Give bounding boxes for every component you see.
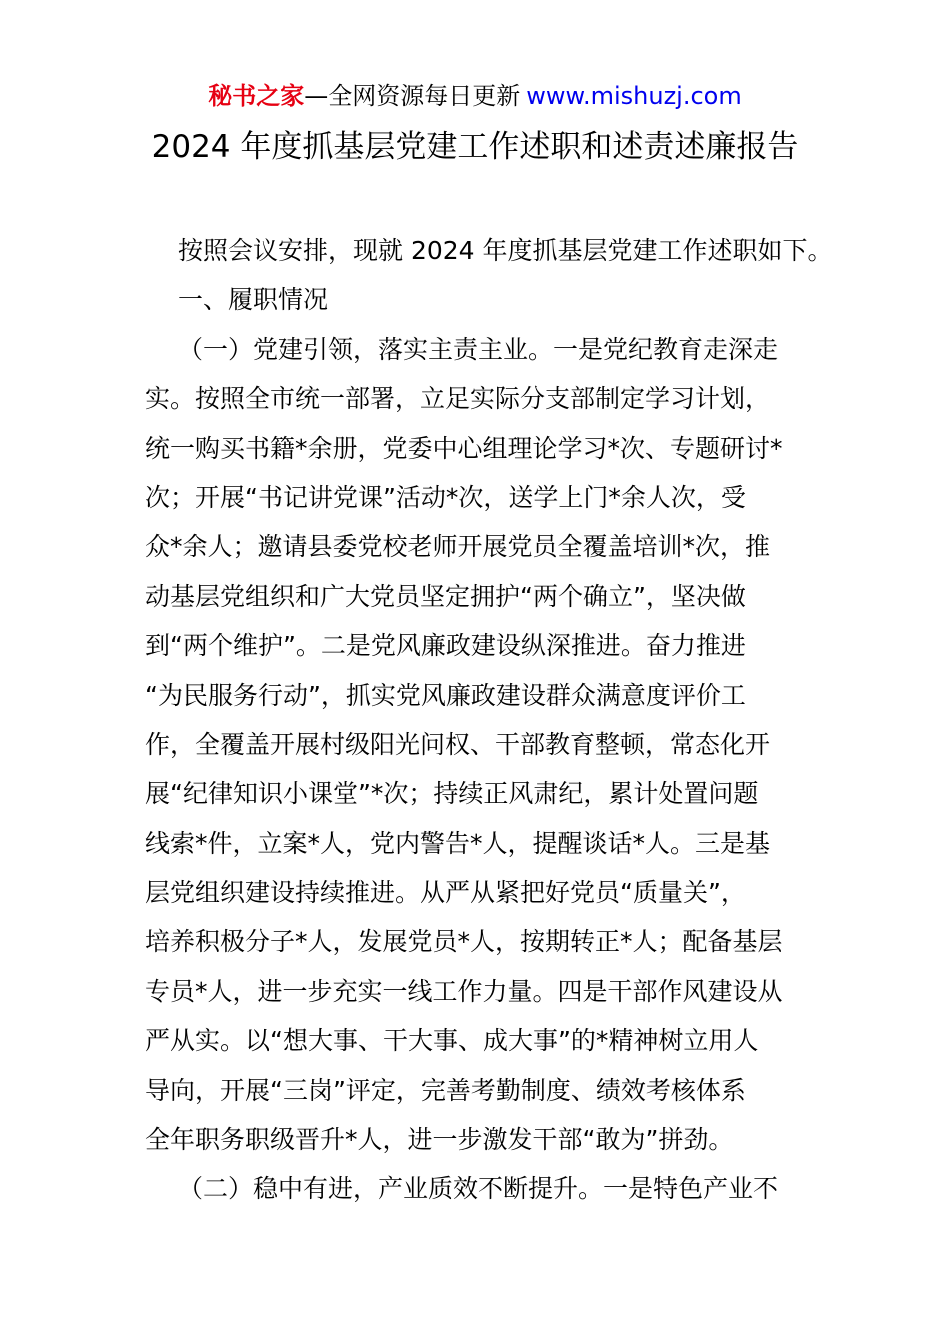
site-header bbox=[0, 78, 950, 114]
document-title: 2024 年度抓基层党建工作述职和述责述廉报告 bbox=[151, 129, 799, 165]
paragraph-line: 到“两个维护”。二是党风廉政建设纵深推进。奋力推进 bbox=[145, 631, 746, 661]
paragraph-line: 层党组织建设持续推进。从严从紧把好党员“质量关”， bbox=[145, 878, 746, 908]
paragraph-line: 作，全覆盖开展村级阳光问权、干部教育整顿，常态化开 bbox=[145, 729, 771, 759]
paragraph-line: 动基层党组织和广大党员坚定拥护“两个确立”，坚决做 bbox=[145, 581, 746, 611]
paragraph-line: 统一购买书籍*余册，党委中心组理论学习*次、专题研讨* bbox=[145, 433, 783, 463]
paragraph-line: 展“纪律知识小课堂”*次；持续正风肃纪，累计处置问题 bbox=[145, 779, 759, 809]
paragraph-line: 培养积极分子*人，发展党员*人，按期转正*人；配备基层 bbox=[145, 927, 783, 957]
paragraph-line: 专员*人，进一步充实一线工作力量。四是干部作风建设从 bbox=[145, 976, 783, 1006]
section-heading: 一、履职情况 bbox=[178, 285, 329, 315]
site-url-link[interactable]: www.mishuzj.com bbox=[526, 82, 742, 110]
paragraph-line: “为民服务行动”，抓实党风廉政建设群众满意度评价工 bbox=[145, 680, 746, 710]
paragraph-line: 全年职务职级晋升*人，进一步激发干部“敢为”拼劲。 bbox=[145, 1125, 734, 1155]
document-body bbox=[145, 226, 833, 1214]
paragraph-line: 按照会议安排，现就 2024 年度抓基层党建工作述职如下。 bbox=[178, 236, 833, 265]
paragraph-line: （一）党建引领，落实主责主业。一是党纪教育走深走 bbox=[178, 334, 779, 364]
site-tagline: —全网资源每日更新 bbox=[304, 82, 521, 110]
paragraph-line: 线索*件，立案*人，党内警告*人，提醒谈话*人。三是基 bbox=[145, 828, 771, 858]
paragraph-line: 实。按照全市统一部署，立足实际分支部制定学习计划， bbox=[145, 384, 771, 414]
paragraph-line: 次；开展“书记讲党课”活动*次，送学上门*余人次，受 bbox=[145, 482, 746, 512]
site-brand: 秘书之家 bbox=[208, 82, 305, 110]
paragraph-line: 导向，开展“三岗”评定，完善考勤制度、绩效考核体系 bbox=[145, 1075, 746, 1105]
paragraph-line: 众*余人；邀请县委党校老师开展党员全覆盖培训*次，推 bbox=[145, 532, 771, 562]
paragraph-line: （二）稳中有进，产业质效不断提升。一是特色产业不 bbox=[178, 1174, 779, 1204]
paragraph-line: 严从实。以“想大事、干大事、成大事”的*精神树立用人 bbox=[145, 1026, 759, 1056]
